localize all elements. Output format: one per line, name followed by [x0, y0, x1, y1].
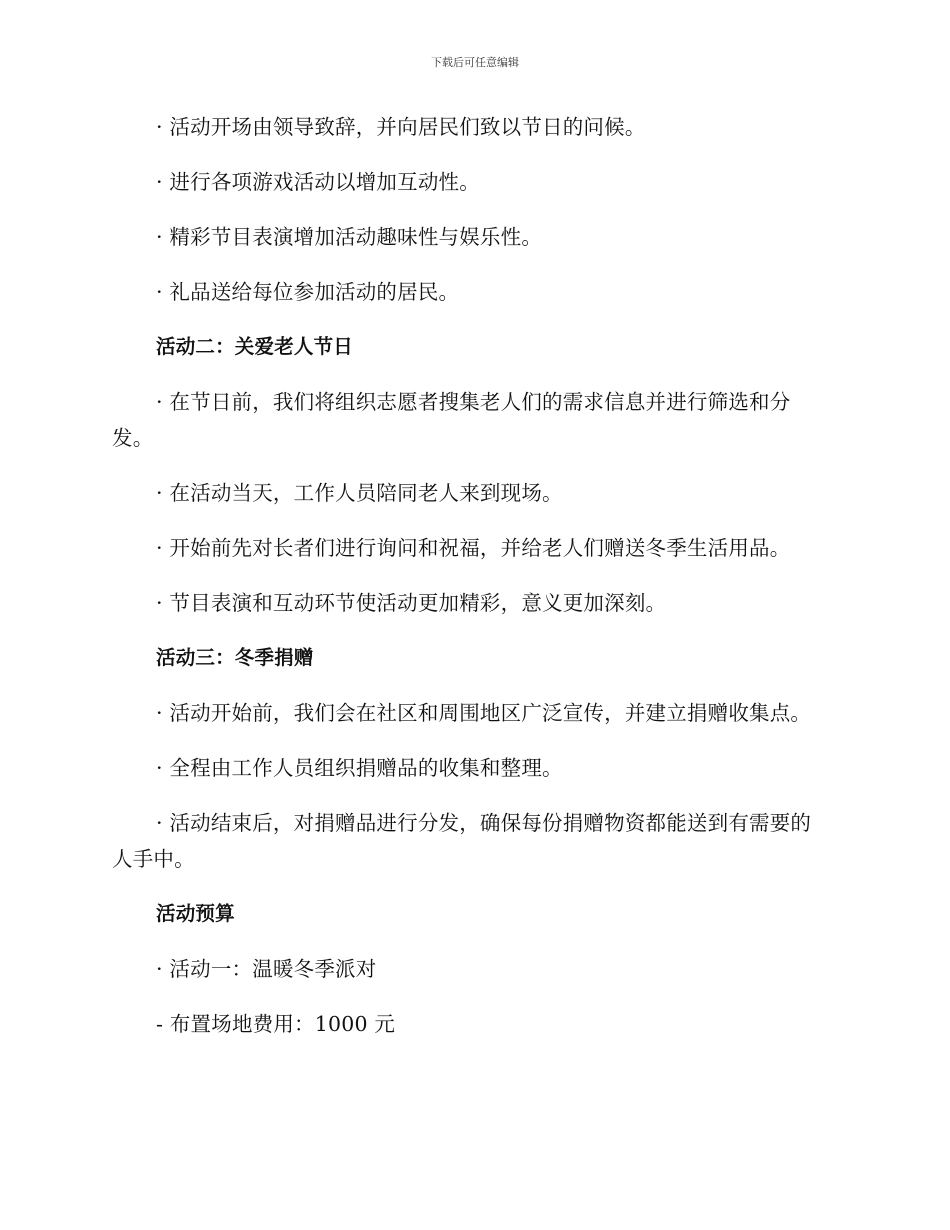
paragraph-collection: · 全程由工作人员组织捐赠品的收集和整理。: [156, 756, 563, 780]
paragraph-distribution: · 活动结束后，对捐赠品进行分发，确保每份捐赠物资都能送到有需要的人手中。: [112, 811, 812, 871]
paragraph-venue-cost: - 布置场地费用：1000 元: [156, 1012, 396, 1036]
paragraph-gifts: · 礼品送给每位参加活动的居民。: [156, 280, 460, 304]
paragraph-interactive-segment: · 节目表演和互动环节使活动更加精彩，意义更加深刻。: [156, 591, 667, 615]
paragraph-greetings-gifts: · 开始前先对长者们进行询问和祝福，并给老人们赠送冬季生活用品。: [156, 536, 791, 560]
section-heading-activity-three: 活动三：冬季捐赠: [156, 646, 314, 669]
paragraph-opening-speech: · 活动开场由领导致辞，并向居民们致以节日的问候。: [156, 115, 646, 139]
paragraph-performances: · 精彩节目表演增加活动趣味性与娱乐性。: [156, 225, 543, 249]
paragraph-games: · 进行各项游戏活动以增加互动性。: [156, 170, 480, 194]
paragraph-budget-activity-one: · 活动一：温暖冬季派对: [156, 957, 377, 981]
paragraph-accompany-elderly: · 在活动当天，工作人员陪同老人来到现场。: [156, 481, 563, 505]
paragraph-volunteers-needs: · 在节日前，我们将组织志愿者搜集老人们的需求信息并进行筛选和分发。: [112, 390, 791, 450]
section-heading-activity-two: 活动二：关爱老人节日: [156, 335, 354, 358]
header-note: 下载后可任意编辑: [431, 56, 519, 69]
document-body: [112, 109, 828, 1061]
section-heading-budget: 活动预算: [156, 902, 235, 925]
paragraph-publicity: · 活动开始前，我们会在社区和周围地区广泛宣传，并建立捐赠收集点。: [156, 701, 812, 725]
